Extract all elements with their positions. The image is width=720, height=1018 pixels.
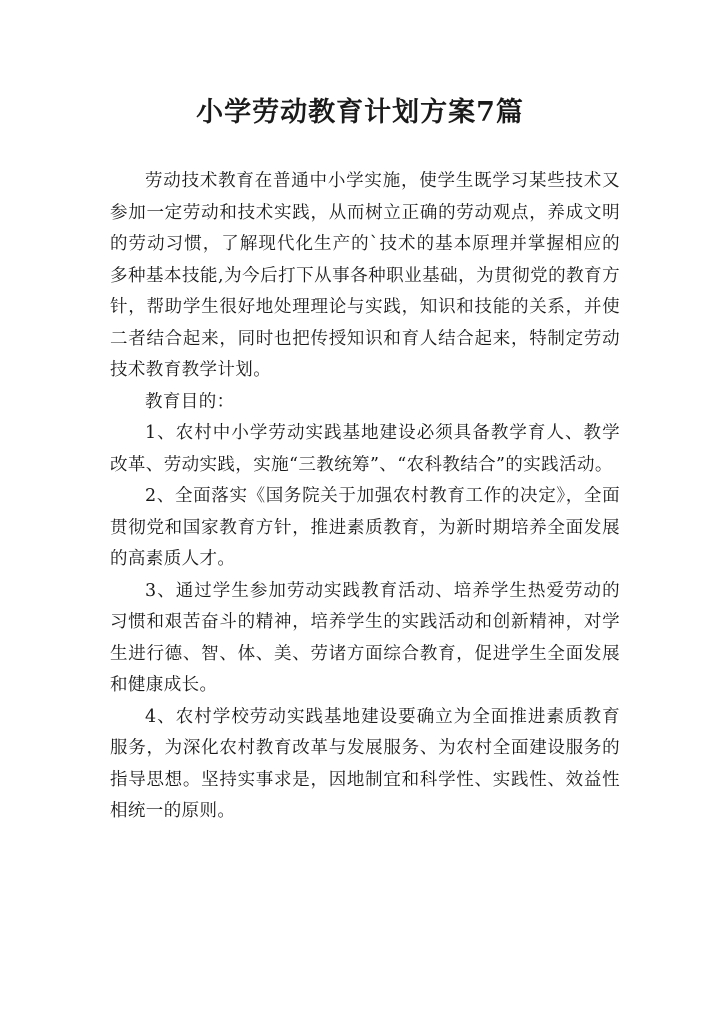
list-item-2: 2、全面落实《国务院关于加强农村教育工作的决定》，全面贯彻党和国家教育方针，推进素质教育，为新时期培养全面发展的高素质人才。 bbox=[110, 486, 620, 569]
list-item-3: 3、通过学生参加劳动实践教育活动、培养学生热爱劳动的习惯和艰苦奋斗的精神，培养学生的实践活动和创新精神，对学生进行德、智、体、美、劳诸方面综合教育，促进学生全面发展和健康成长。 bbox=[110, 580, 620, 695]
intro-paragraph: 劳动技术教育在普通中小学实施，使学生既学习某些技术又参加一定劳动和技术实践，从而树立正确的劳动观点，养成文明的劳动习惯，了解现代化生产的`技术的基本原理并掌握相应的多种基本技能,为今后打下从事各种职业基础，为贯彻党的教育方针，帮助学生很好地处理理论与实践，知识和技能的关系，并使二者结合起来，同时也把传授知识和育人结合起来，特制定劳动技术教育教学计划。 bbox=[110, 171, 620, 380]
document-body bbox=[110, 166, 620, 828]
section-heading-education-purpose: 教育目的： bbox=[145, 391, 235, 412]
list-item-1: 1、农村中小学劳动实践基地建设必须具备教学育人、教学改革、劳动实践，实施“三教统筹”、“农科教结合”的实践活动。 bbox=[110, 423, 620, 475]
document-title: 小学劳动教育计划方案7篇 bbox=[196, 97, 524, 128]
list-item-4: 4、农村学校劳动实践基地建设要确立为全面推进素质教育服务，为深化农村教育改革与发展服务、为农村全面建设服务的指导思想。坚持实事求是，因地制宜和科学性、实践性、效益性相统一的原则。 bbox=[110, 706, 620, 821]
